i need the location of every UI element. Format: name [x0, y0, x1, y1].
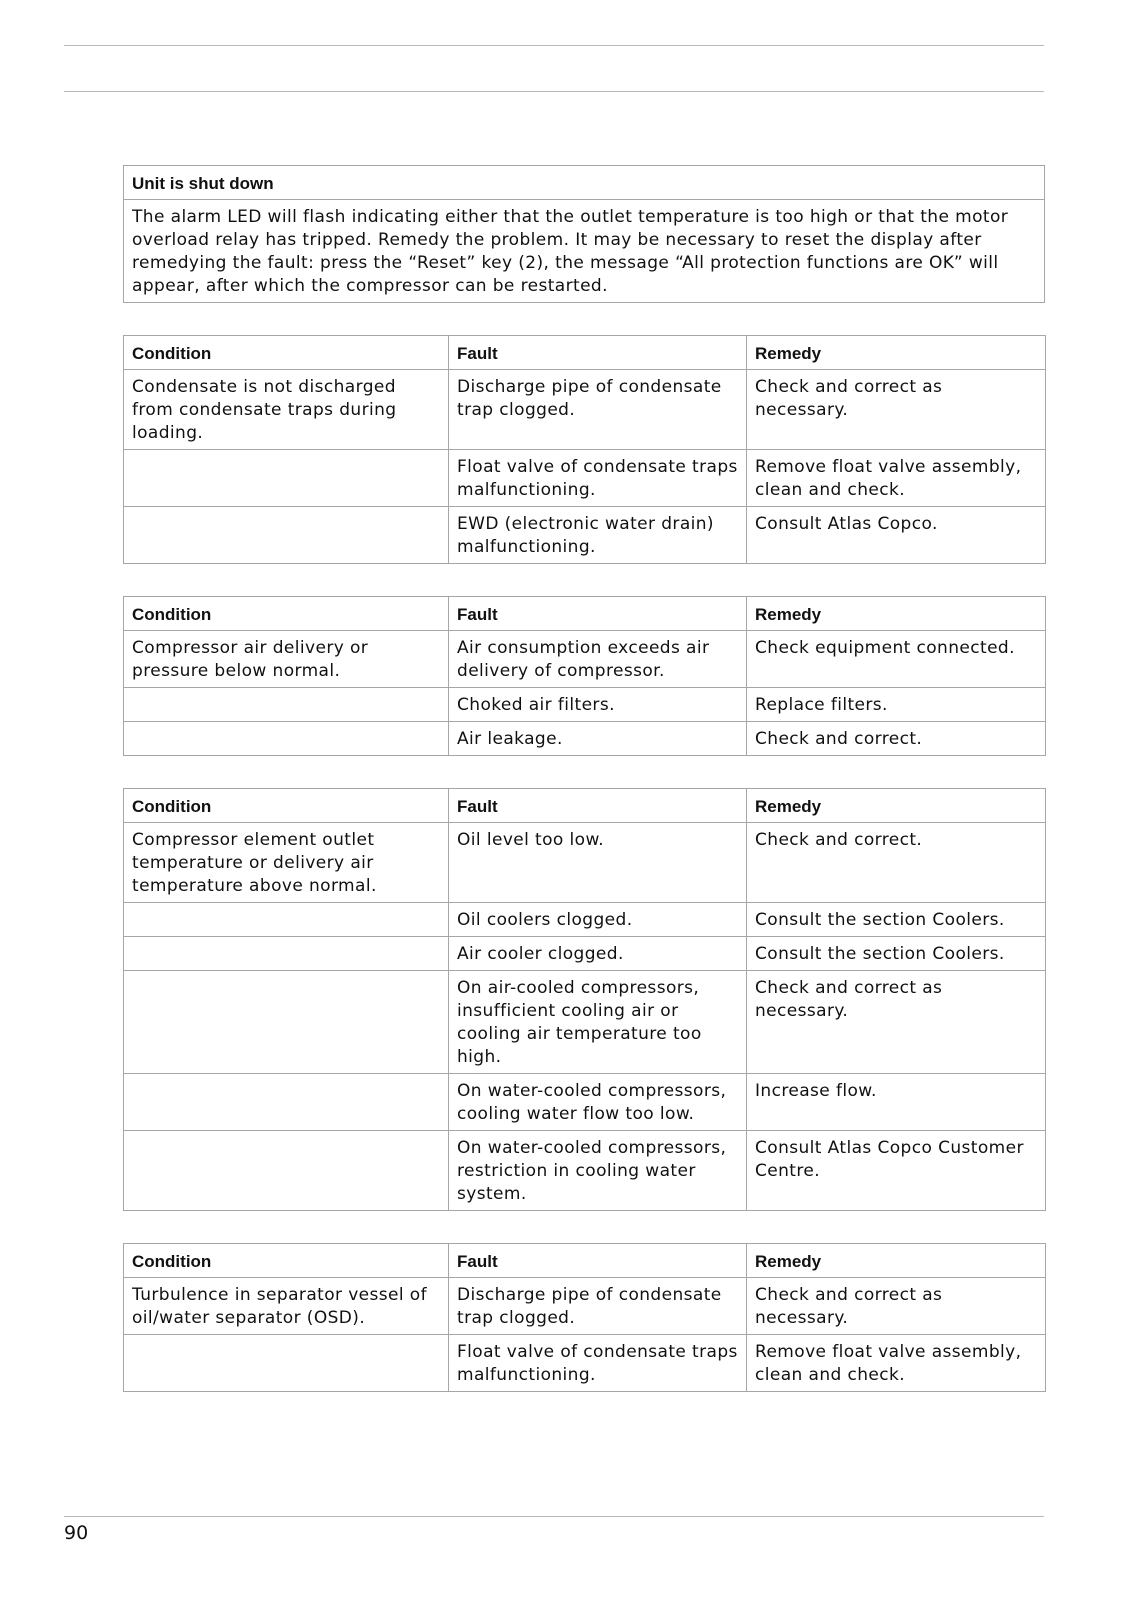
intro-heading: Unit is shut down: [124, 166, 1045, 200]
condition-cell: [124, 903, 449, 937]
remedy-header: Remedy: [747, 597, 1046, 631]
condition-cell: [124, 450, 449, 507]
page-content: [123, 165, 1045, 1392]
table-row: [124, 688, 1046, 722]
table-row: [124, 370, 1046, 450]
condition-header: Condition: [124, 336, 449, 370]
remedy-cell: Remove float valve assembly, clean and check.: [747, 1335, 1046, 1392]
remedy-cell: Check and correct as necessary.: [747, 370, 1046, 450]
fault-cell: Float valve of condensate traps malfunctioning.: [449, 450, 747, 507]
table-row: [124, 507, 1046, 564]
table-row: [124, 903, 1046, 937]
condition-cell: [124, 507, 449, 564]
troubleshooting-table-3: [123, 788, 1046, 1211]
condition-cell: [124, 688, 449, 722]
intro-table: [123, 165, 1045, 303]
troubleshooting-table-4: [123, 1243, 1046, 1392]
fault-cell: Oil level too low.: [449, 823, 747, 903]
condition-cell: [124, 1335, 449, 1392]
table-header-row: [124, 597, 1046, 631]
condition-cell: [124, 1131, 449, 1211]
table-row: [124, 722, 1046, 756]
fault-cell: Air consumption exceeds air delivery of compressor.: [449, 631, 747, 688]
fault-cell: Air cooler clogged.: [449, 937, 747, 971]
table-header-row: [124, 789, 1046, 823]
table-row: [124, 1335, 1046, 1392]
troubleshooting-table-2: [123, 596, 1046, 756]
table-header-row: [124, 1244, 1046, 1278]
remedy-header: Remedy: [747, 789, 1046, 823]
fault-cell: On water-cooled compressors, restriction in cooling water system.: [449, 1131, 747, 1211]
remedy-cell: Consult the section Coolers.: [747, 903, 1046, 937]
condition-header: Condition: [124, 597, 449, 631]
fault-cell: Discharge pipe of condensate trap clogged.: [449, 1278, 747, 1335]
remedy-cell: Check and correct.: [747, 823, 1046, 903]
condition-cell: [124, 1074, 449, 1131]
fault-cell: On air-cooled compressors, insufficient cooling air or cooling air temperature too high.: [449, 971, 747, 1074]
intro-text: The alarm LED will flash indicating either that the outlet temperature is too high or that the motor overload relay has tripped. Remedy the problem. It may be necessary to reset the display after remedying the fault: press the “Reset” key (2), the message “All protection functions are OK” will appear, after which the compressor can be restarted.: [124, 200, 1045, 303]
table-row: [124, 1278, 1046, 1335]
table-row: [124, 937, 1046, 971]
remedy-header: Remedy: [747, 1244, 1046, 1278]
remedy-cell: Replace filters.: [747, 688, 1046, 722]
remedy-cell: Consult the section Coolers.: [747, 937, 1046, 971]
table-row: [124, 971, 1046, 1074]
fault-header: Fault: [449, 789, 747, 823]
fault-header: Fault: [449, 336, 747, 370]
footer-rule: [64, 1516, 1044, 1517]
condition-cell: Compressor element outlet temperature or delivery air temperature above normal.: [124, 823, 449, 903]
condition-header: Condition: [124, 789, 449, 823]
remedy-header: Remedy: [747, 336, 1046, 370]
condition-cell: Compressor air delivery or pressure below normal.: [124, 631, 449, 688]
remedy-cell: Consult Atlas Copco Customer Centre.: [747, 1131, 1046, 1211]
condition-cell: Condensate is not discharged from condensate traps during loading.: [124, 370, 449, 450]
header-rule-bottom: [64, 91, 1044, 92]
fault-cell: Choked air filters.: [449, 688, 747, 722]
condition-header: Condition: [124, 1244, 449, 1278]
remedy-cell: Increase flow.: [747, 1074, 1046, 1131]
table-row: [124, 823, 1046, 903]
condition-cell: Turbulence in separator vessel of oil/water separator (OSD).: [124, 1278, 449, 1335]
remedy-cell: Consult Atlas Copco.: [747, 507, 1046, 564]
condition-cell: [124, 937, 449, 971]
remedy-cell: Check equipment connected.: [747, 631, 1046, 688]
table-row: [124, 1074, 1046, 1131]
fault-header: Fault: [449, 597, 747, 631]
page-number: 90: [64, 1522, 89, 1544]
table-row: [124, 631, 1046, 688]
table-header-row: [124, 336, 1046, 370]
remedy-cell: Check and correct as necessary.: [747, 1278, 1046, 1335]
fault-header: Fault: [449, 1244, 747, 1278]
fault-cell: EWD (electronic water drain) malfunctioning.: [449, 507, 747, 564]
table-row: [124, 1131, 1046, 1211]
fault-cell: Air leakage.: [449, 722, 747, 756]
condition-cell: [124, 722, 449, 756]
troubleshooting-table-1: [123, 335, 1046, 564]
header-rule-top: [64, 45, 1044, 46]
remedy-cell: Check and correct.: [747, 722, 1046, 756]
fault-cell: On water-cooled compressors, cooling water flow too low.: [449, 1074, 747, 1131]
fault-cell: Float valve of condensate traps malfunctioning.: [449, 1335, 747, 1392]
remedy-cell: Remove float valve assembly, clean and check.: [747, 450, 1046, 507]
fault-cell: Oil coolers clogged.: [449, 903, 747, 937]
fault-cell: Discharge pipe of condensate trap clogged.: [449, 370, 747, 450]
remedy-cell: Check and correct as necessary.: [747, 971, 1046, 1074]
table-row: [124, 450, 1046, 507]
condition-cell: [124, 971, 449, 1074]
